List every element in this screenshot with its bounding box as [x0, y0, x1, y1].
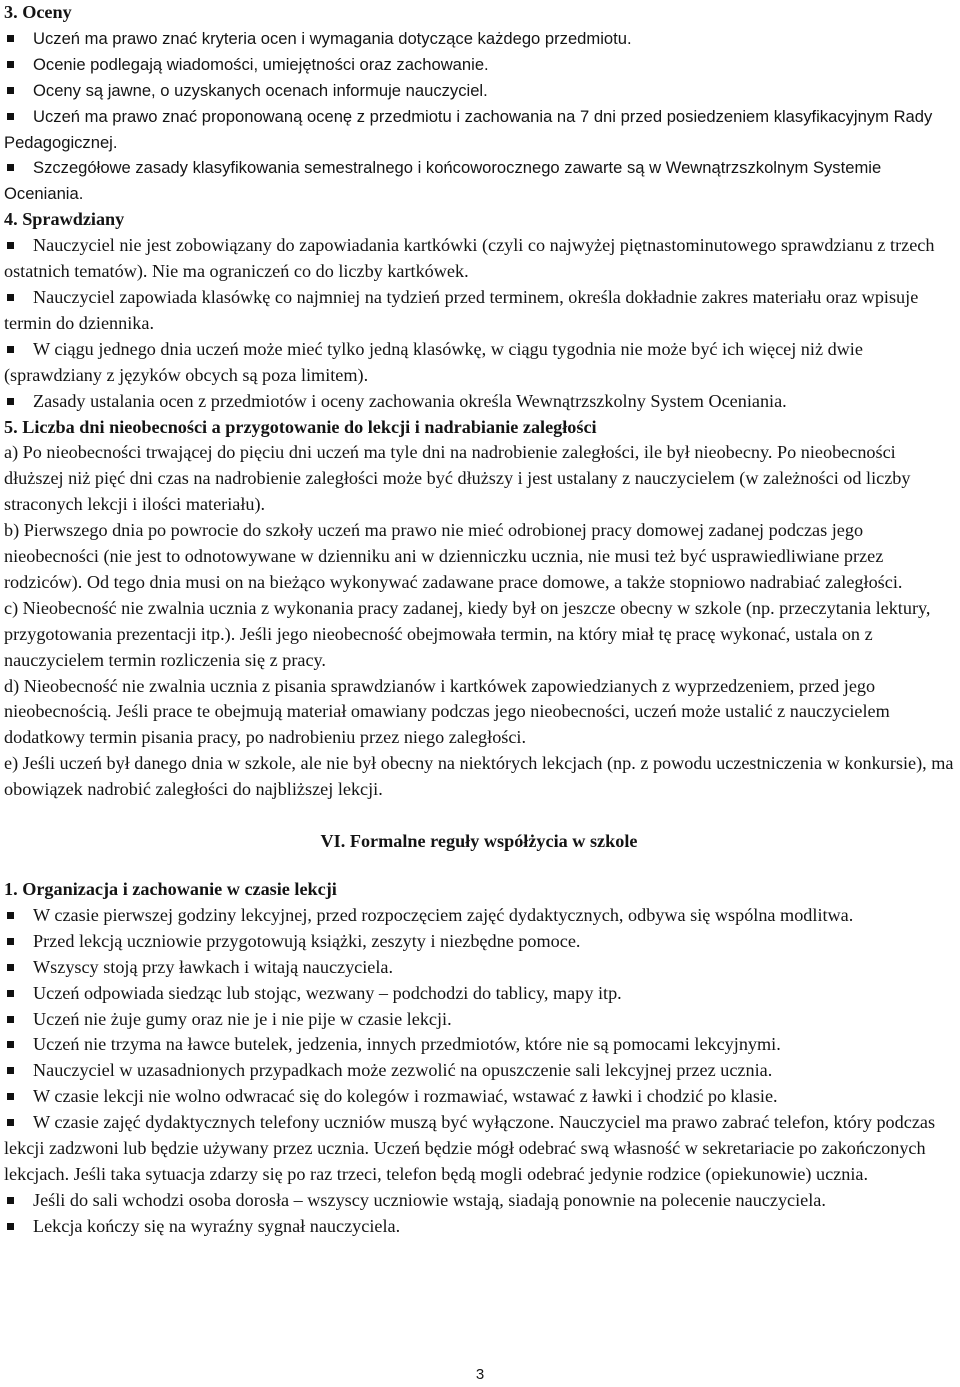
list-item: Wszyscy stoją przy ławkach i witają nauczyciela. [4, 955, 954, 981]
list-item: Uczeń ma prawo znać proponowaną ocenę z przedmiotu i zachowania na 7 dni przed posiedzeniem klasyfikacyjnym Rady Pedagogicznej. [4, 104, 954, 156]
list-item: W ciągu jednego dnia uczeń może mieć tylko jedną klasówkę, w ciągu tygodnia nie może być ich więcej niż dwie (sprawdziany z języków obcych są poza limitem). [4, 337, 954, 389]
paragraph: a) Po nieobecności trwającej do pięciu dni uczeń ma tyle dni na nadrobienie zaległości, ile był nieobecny. Po nieobecności dłuższej niż pięć dni czas na nadrobienie zaległości może być dłuższy i jest ustalany z nauczycielem (w zależności od liczby straconych lekcji i ilości materiału). [4, 442, 911, 515]
list-item: Nauczyciel zapowiada klasówkę co najmniej na tydzień przed terminem, określa dokładnie zakres materiału oraz wpisuje termin do dziennika. [4, 285, 954, 337]
list-item: Szczegółowe zasady klasyfikowania semestralnego i końcoworocznego zawarte są w Wewnątrzszkolnym Systemie Oceniania. [4, 155, 954, 207]
list-item: Nauczyciel nie jest zobowiązany do zapowiadania kartkówki (czyli co najwyżej piętnastominutowego sprawdzianu z trzech ostatnich tematów). Nie ma ograniczeń co do liczby kartkówek. [4, 233, 954, 285]
list-item: W czasie zajęć dydaktycznych telefony uczniów muszą być wyłączone. Nauczyciel ma prawo zabrać telefon, który podczas lekcji zadzwoni lub będzie używany przez ucznia. Uczeń będzie mógł odebrać swą własność w sekretariacie po zakończonych lekcjach. Jeśli taka sytuacja zdarzy się po raz trzeci, telefon będą mogli odebrać jedynie rodzice (opiekunowie) ucznia. [4, 1110, 954, 1188]
page-number: 3 [475, 1366, 485, 1383]
list-item: Uczeń nie trzyma na ławce butelek, jedzenia, innych przedmiotów, które nie są pomocami lekcyjnymi. [4, 1032, 954, 1058]
list-item: Oceny są jawne, o uzyskanych ocenach informuje nauczyciel. [4, 78, 954, 104]
list-item: W czasie lekcji nie wolno odwracać się do kolegów i rozmawiać, wstawać z ławki i chodzić po klasie. [4, 1084, 954, 1110]
section-5-heading: 5. Liczba dni nieobecności a przygotowanie do lekcji i nadrabianie zaległości [4, 416, 597, 437]
list-item: Nauczyciel w uzasadnionych przypadkach może zezwolić na opuszczenie sali lekcyjnej przez ucznia. [4, 1058, 954, 1084]
section-3-heading: 3. Oceny [4, 2, 72, 22]
paragraph: d) Nieobecność nie zwalnia ucznia z pisania sprawdzianów i kartkówek zapowiedzianych z wyprzedzeniem, przed jego nieobecnością. Jeśli prace te obejmują materiał omawiany podczas jego nieobecności, uczeń może ustalić z nauczycielem dodatkowy termin pisania pracy, po nadrobieniu przez niego zaległości. [4, 675, 890, 748]
list-item: Uczeń nie żuje gumy oraz nie je i nie pije w czasie lekcji. [4, 1007, 954, 1033]
list-item: Zasady ustalania ocen z przedmiotów i oceny zachowania określa Wewnątrzszkolny System Oceniania. [4, 389, 954, 415]
list-item: Uczeń odpowiada siedząc lub stojąc, wezwany – podchodzi do tablicy, mapy itp. [4, 981, 954, 1007]
chapter-title: VI. Formalne reguły współżycia w szkole [320, 831, 638, 852]
section-4-heading: 4. Sprawdziany [4, 209, 125, 230]
list-item: Jeśli do sali wchodzi osoba dorosła – wszyscy uczniowie wstają, siadają ponownie na polecenie nauczyciela. [4, 1188, 954, 1214]
list-item: Ocenie podlegają wiadomości, umiejętności oraz zachowanie. [4, 52, 954, 78]
paragraph: b) Pierwszego dnia po powrocie do szkoły uczeń ma prawo nie mieć odrobionej pracy domowej zadanej podczas jego nieobecności (nie jest to odnotowywane w dzienniku ani w dzienniczku ucznia, nie musi też być usprawiedliwiane przez rodziców). Od tego dnia musi on na bieżąco wykonywać zadawane prace domowe, a także stopniowo nadrabiać zaległości. [4, 520, 903, 592]
list-item: W czasie pierwszej godziny lekcyjnej, przed rozpoczęciem zajęć dydaktycznych, odbywa się wspólna modlitwa. [4, 903, 954, 929]
paragraph: e) Jeśli uczeń był danego dnia w szkole, ale nie był obecny na niektórych lekcjach (np. z powodu uczestniczenia w konkursie), ma obowiązek nadrobić zaległości do najbliższej lekcji. [4, 753, 954, 800]
paragraph: c) Nieobecność nie zwalnia ucznia z wykonania pracy zadanej, kiedy był on jeszcze obecny w szkole (np. przeczytania lektury, przygotowania prezentacji itp.). Jeśli jego nieobecność obejmowała termin, na który miał tę pracę wykonać, ustala on z nauczycielem termin rozliczenia się z pracy. [4, 597, 931, 670]
subsection-heading: 1. Organizacja i zachowanie w czasie lekcji [4, 879, 337, 899]
document-page [4, 0, 954, 1240]
list-item: Uczeń ma prawo znać kryteria ocen i wymagania dotyczące każdego przedmiotu. [4, 26, 954, 52]
list-item: Przed lekcją uczniowie przygotowują książki, zeszyty i niezbędne pomoce. [4, 929, 954, 955]
list-item: Lekcja kończy się na wyraźny sygnał nauczyciela. [4, 1214, 954, 1240]
